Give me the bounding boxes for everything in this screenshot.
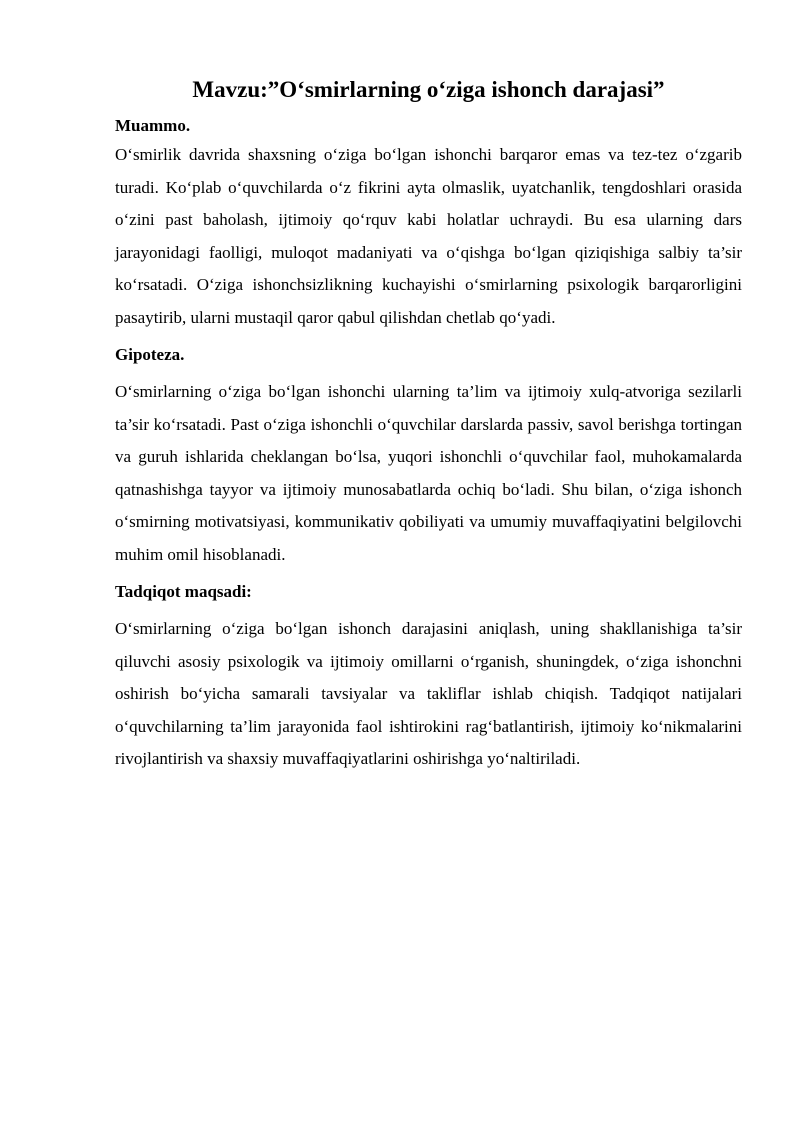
section-text-muammo: O‘smirlik davrida shaxsning o‘ziga bo‘lgan ishonchi barqaror emas va tez-tez o‘zgarib turadi. Ko‘plab o‘quvchilarda o‘z fikrini ayta olmaslik, uyatchanlik, tengdoshlari orasida o‘zini past baholash, ijtimoiy qo‘rquv kabi holatlar uchraydi. Bu esa ularning dars jarayonidagi faolligi, muloqot madaniyati va o‘qishga bo‘lgan qiziqishiga salbiy ta’sir ko‘rsatadi. O‘ziga ishonchsizlikning kuchayishi o‘smirlarning psixologik barqarorligini pasaytirib, ularni mustaqil qaror qabul qilishdan chetlab qo‘yadi.	[115, 145, 742, 327]
section-heading-tadqiqot-maqsadi: Tadqiqot maqsadi:	[115, 582, 252, 601]
section-text-tadqiqot-maqsadi: O‘smirlarning o‘ziga bo‘lgan ishonch darajasini aniqlash, uning shakllanishiga ta’sir qiluvchi asosiy psixologik va ijtimoiy omillarni o‘rganish, shuningdek, o‘ziga ishonchni oshirish bo‘yicha samarali tavsiyalar va takliflar ishlab chiqish. Tadqiqot natijalari o‘quvchilarning ta’lim jarayonida faol ishtirokini rag‘batlantirish, ijtimoiy ko‘nikmalarini rivojlantirish va shaxsiy muvaffaqiyatlarini oshirishga yo‘naltiriladi.	[115, 619, 742, 768]
section-heading-muammo: Muammo.	[115, 116, 191, 135]
document-title: Mavzu:”O‘smirlarning o‘ziga ishonch darajasi”	[192, 77, 665, 102]
section-text-gipoteza: O‘smirlarning o‘ziga bo‘lgan ishonchi ularning ta’lim va ijtimoiy xulq-atvoriga sezilarli ta’sir ko‘rsatadi. Past o‘ziga ishonchli o‘quvchilar darslarda passiv, savol berishga tortingan va guruh ishlarida cheklangan bo‘lsa, yuqori ishonchli o‘quvchilar faol, muhokamalarda qatnashishga tayyor va ijtimoiy munosabatlarda ochiq bo‘ladi. Shu bilan, o‘ziga ishonch o‘smirning motivatsiyasi, kommunikativ qobiliyati va umumiy muvaffaqiyatini belgilovchi muhim omil hisoblanadi.	[115, 382, 742, 564]
section-heading-gipoteza: Gipoteza.	[115, 345, 185, 364]
document-page	[115, 73, 742, 776]
